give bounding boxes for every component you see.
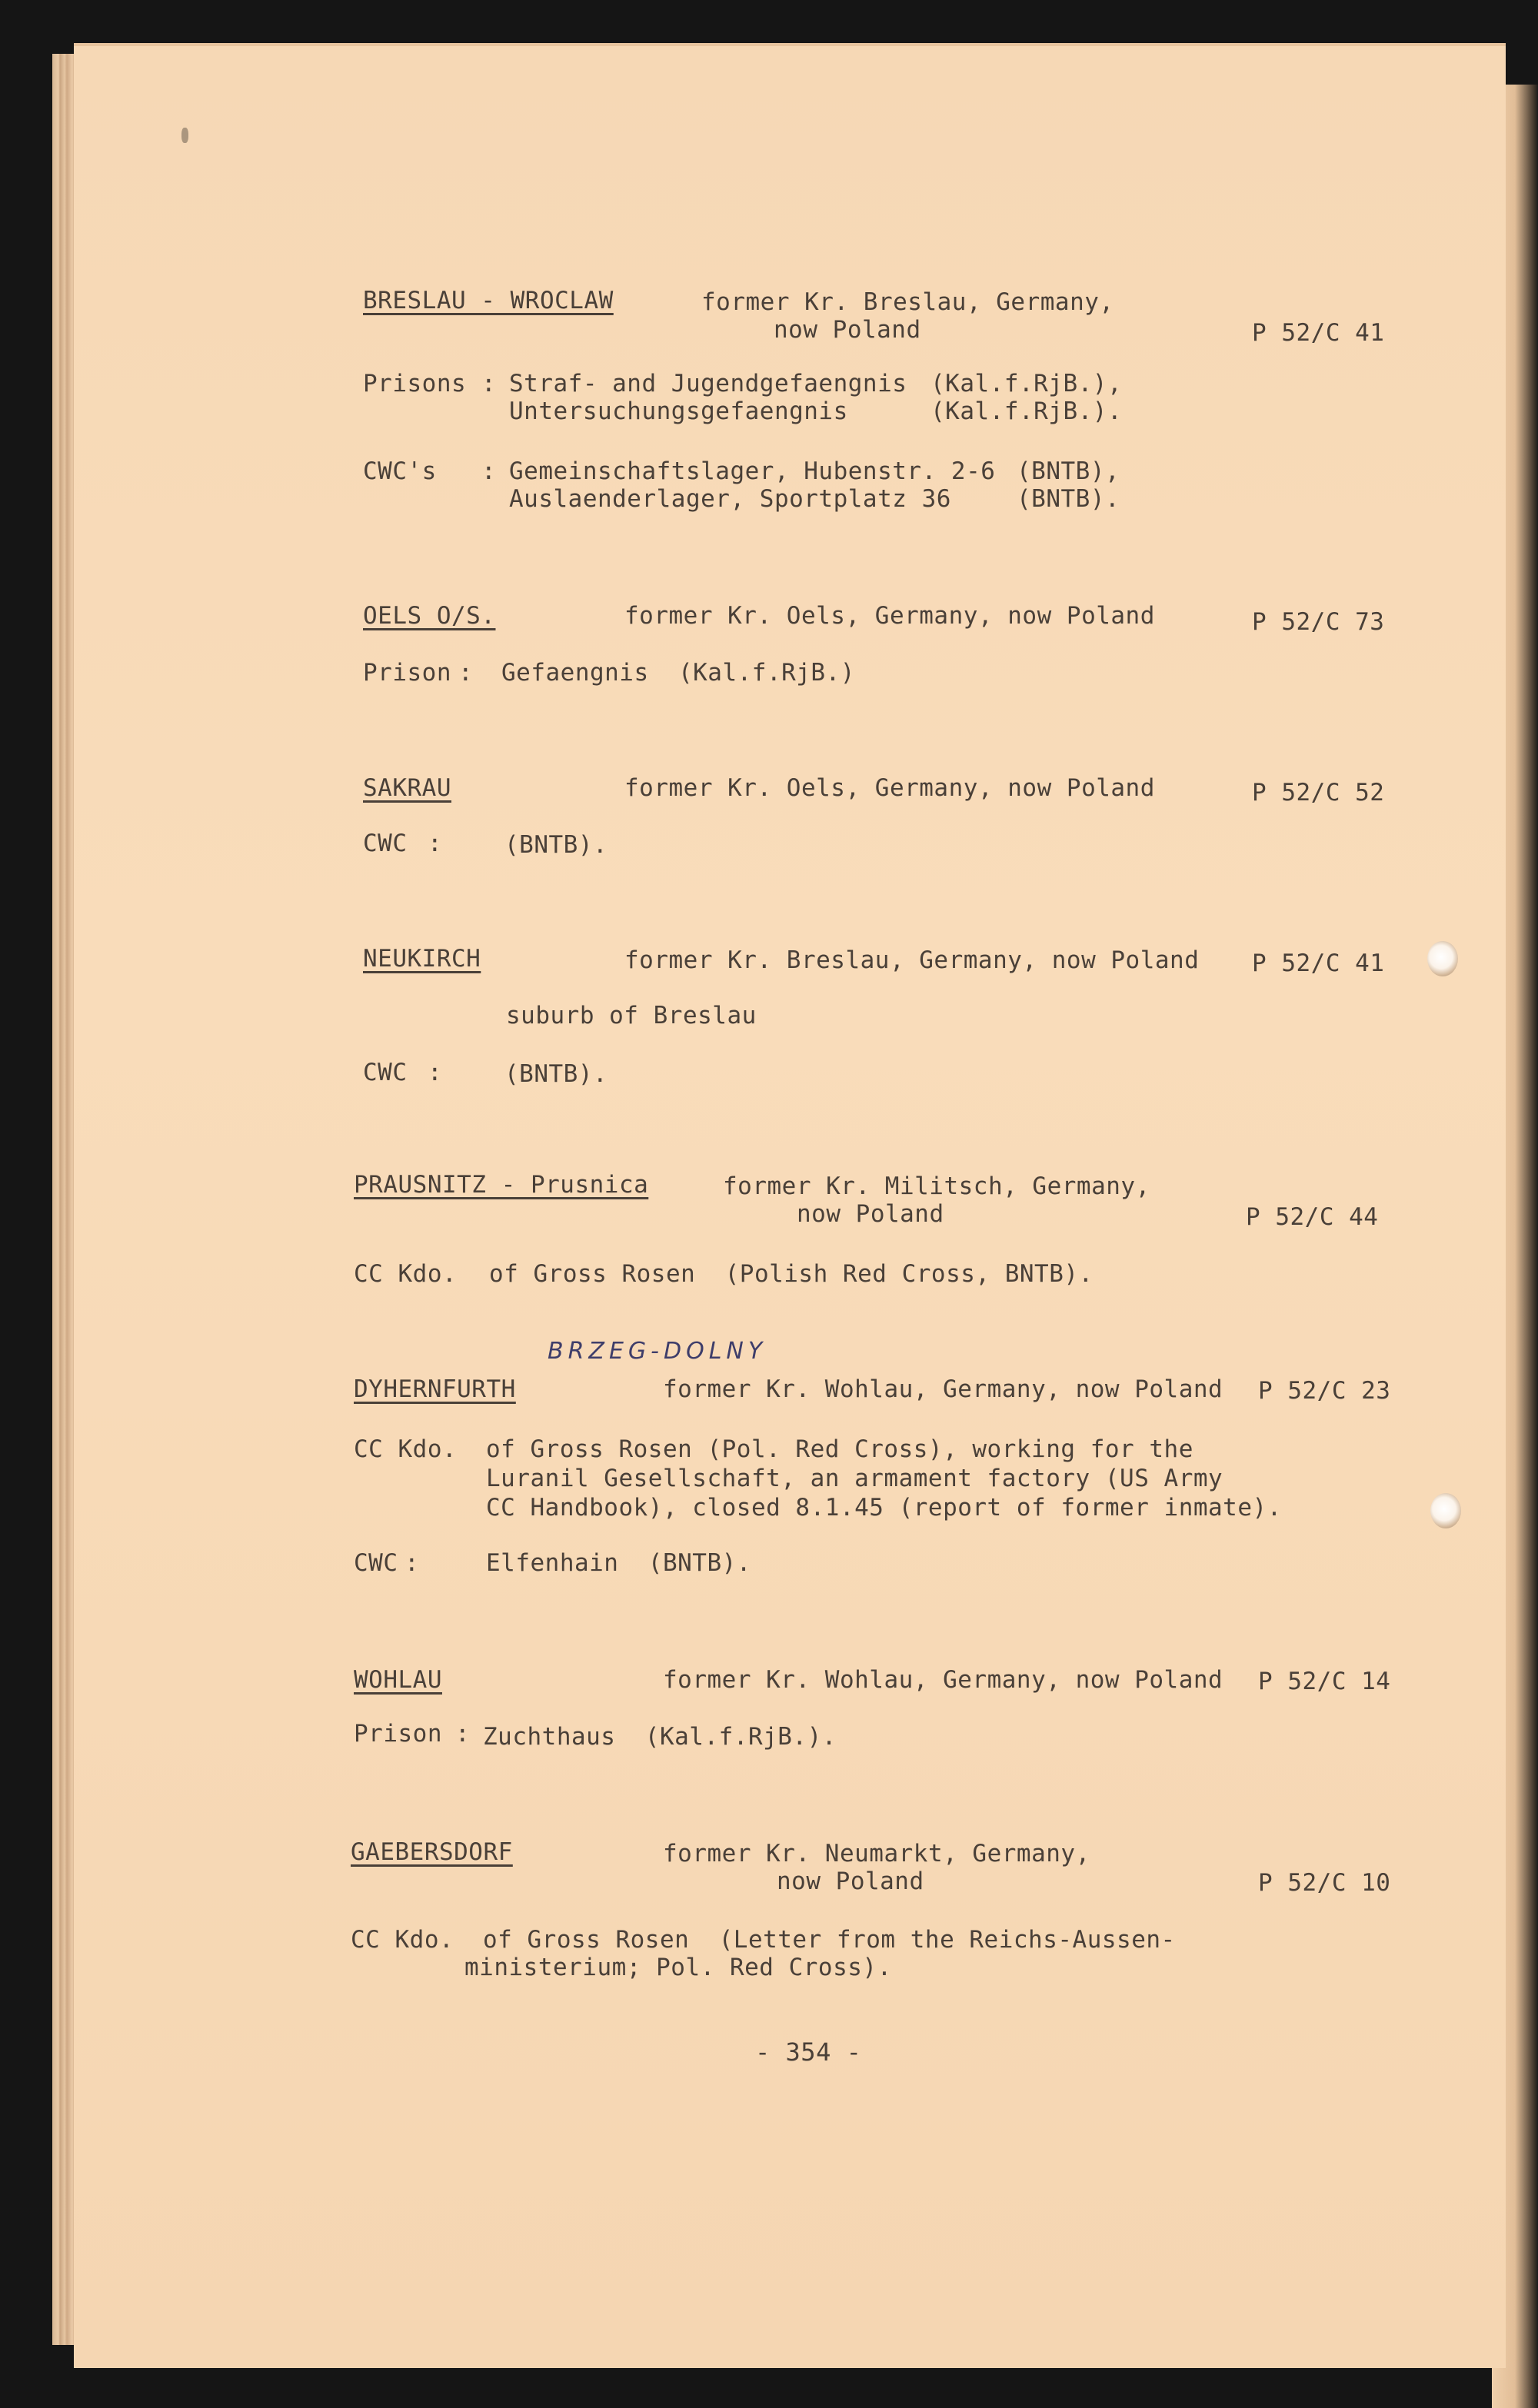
detail-line: of Gross Rosen (Pol. Red Cross), working for the [486,1435,1193,1463]
page-number: - 354 - [755,2037,862,2067]
detail-source: (Kal.f.RjB.). [930,397,1123,425]
detail-source: (Kal.f.RjB.), [930,370,1123,397]
handwritten-annotation: BRZEG-DOLNY [548,1338,767,1365]
entry-name: OELS O/S. [363,602,496,630]
detail-line: Luranil Gesellschaft, an armament factory (US Army [486,1465,1223,1492]
detail-label: Prison [363,659,451,687]
entry-reference: P 52/C 14 [1258,1668,1391,1695]
detail-label: CWC's [363,457,437,485]
entry-reference: P 52/C 52 [1252,779,1385,807]
entry-location-line: former Kr. Breslau, Germany, [701,288,1114,316]
detail-line: (BNTB). [504,831,608,859]
entry-reference: P 52/C 73 [1252,608,1385,636]
detail-separator: : [458,659,474,687]
detail-label: CWC [363,1059,408,1086]
detail-line: Untersuchungsgefaengnis [509,397,848,425]
detail-line: (BNTB). [504,1060,608,1088]
punch-hole [1430,1493,1461,1528]
entry-reference: P 52/C 44 [1246,1203,1379,1231]
detail-separator: : [481,370,497,397]
entry-location-line: former Kr. Militsch, Germany, [723,1172,1150,1200]
detail-label: CC Kdo. [354,1435,458,1463]
entry-name: WOHLAU [354,1666,442,1694]
entry-location-line: former Kr. Breslau, Germany, now Poland [624,946,1200,974]
entry-name: PRAUSNITZ - Prusnica [354,1171,649,1199]
detail-label: CWC [354,1549,398,1577]
detail-line: ministerium; Pol. Red Cross). [464,1954,892,1981]
detail-line: Straf- and Jugendgefaengnis [509,370,907,397]
detail-line: Auslaenderlager, Sportplatz 36 [509,485,951,513]
entry-location-line: now Poland [777,1868,924,1895]
entry-reference: P 52/C 41 [1252,950,1385,977]
detail-separator: : [428,830,443,857]
detail-separator: : [455,1720,471,1748]
entry-location-line: now Poland [774,316,921,344]
entry-name: BRESLAU - WROCLAW [363,287,614,314]
entry-location-line: now Poland [797,1200,944,1228]
detail-source: (BNTB). [1017,485,1120,513]
detail-line: of Gross Rosen (Polish Red Cross, BNTB). [489,1260,1094,1288]
entry-location-line: former Kr. Neumarkt, Germany, [663,1840,1090,1868]
detail-line: Elfenhain (BNTB). [486,1549,751,1577]
detail-separator: : [404,1549,420,1577]
detail-label: CC Kdo. [354,1260,458,1288]
detail-label: Prison [354,1720,442,1748]
entry-name: DYHERNFURTH [354,1375,516,1403]
entry-name: GAEBERSDORF [351,1838,513,1866]
detail-separator: : [481,457,497,485]
detail-line: Zuchthaus (Kal.f.RjB.). [483,1723,837,1751]
entry-reference: P 52/C 10 [1258,1869,1391,1897]
detail-line: CC Handbook), closed 8.1.45 (report of former inmate). [486,1494,1282,1522]
entry-name: NEUKIRCH [363,945,481,973]
entry-note: suburb of Breslau [506,1002,757,1029]
detail-separator: : [428,1059,443,1086]
paper-speck [181,128,188,143]
entry-reference: P 52/C 41 [1252,319,1385,347]
entry-reference: P 52/C 23 [1258,1377,1391,1405]
punch-hole [1427,941,1458,976]
detail-line: Gemeinschaftslager, Hubenstr. 2-6 [509,457,996,485]
detail-line: Gefaengnis (Kal.f.RjB.) [501,659,855,687]
detail-line: of Gross Rosen (Letter from the Reichs-Aussen- [483,1926,1176,1954]
detail-label: CC Kdo. [351,1926,454,1954]
entry-location-line: former Kr. Wohlau, Germany, now Poland [663,1666,1223,1694]
detail-label: Prisons [363,370,467,397]
document-page [74,43,1506,2368]
detail-label: CWC [363,830,408,857]
entry-location-line: former Kr. Oels, Germany, now Poland [624,774,1155,802]
entry-location-line: former Kr. Wohlau, Germany, now Poland [663,1375,1223,1403]
entry-location-line: former Kr. Oels, Germany, now Poland [624,602,1155,630]
detail-source: (BNTB), [1017,457,1120,485]
entry-name: SAKRAU [363,774,451,802]
